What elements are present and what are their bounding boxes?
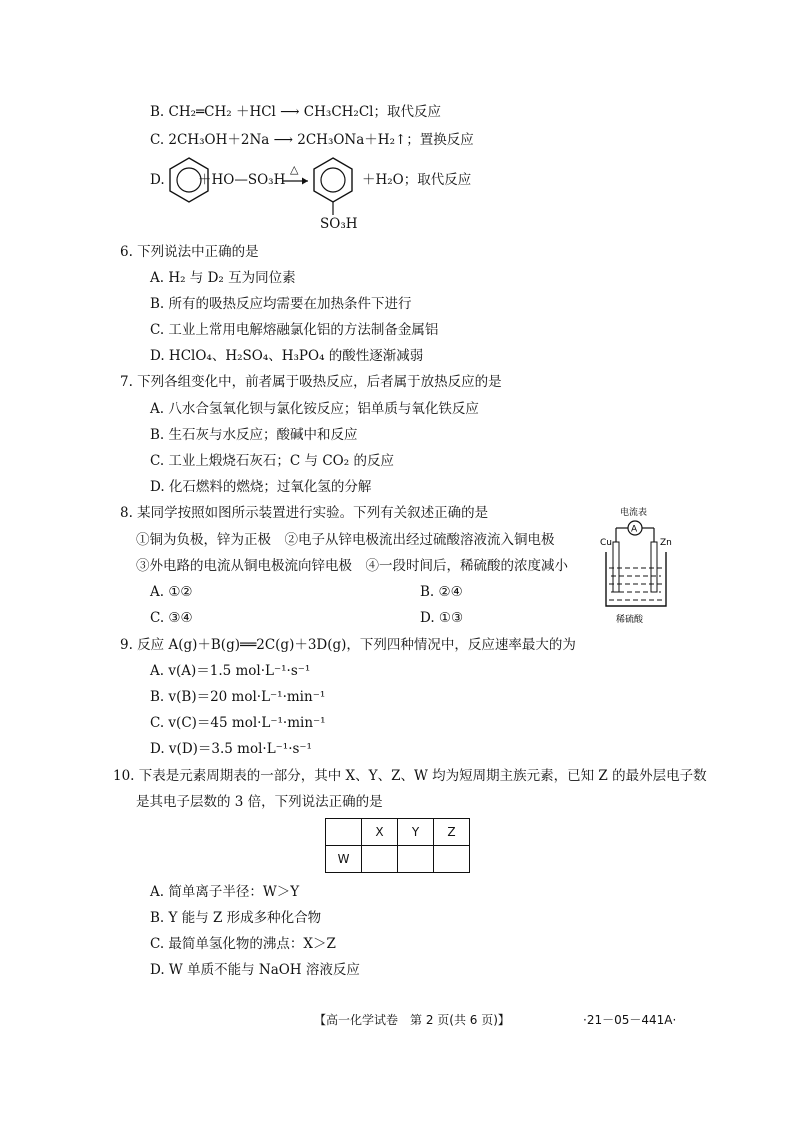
q8-option-c: C. ③④	[150, 610, 193, 626]
q10-option-d: D. W 单质不能与 NaOH 溶液反应	[150, 962, 360, 978]
q7-option-d: D. 化石燃料的燃烧；过氧化氢的分解	[150, 479, 372, 495]
copper-label: Cu	[600, 538, 612, 548]
table-cell: X	[362, 819, 398, 846]
q8-statements-1: ①铜为负极，锌为正极 ②电子从锌电极流出经过硫酸溶液流入铜电极	[136, 532, 555, 548]
q8-stem: 8. 某同学按照如图所示装置进行实验。下列有关叙述正确的是	[120, 505, 489, 521]
benzenesulfonic-acid-icon	[308, 155, 358, 215]
table-cell	[434, 846, 470, 873]
q9-option-d: D. v(D)＝3.5 mol·L⁻¹·s⁻¹	[150, 741, 312, 757]
q7-option-b: B. 生石灰与水反应；酸碱中和反应	[150, 427, 358, 443]
q9-option-c: C. v(C)＝45 mol·L⁻¹·min⁻¹	[150, 715, 326, 731]
q7-option-a: A. 八水合氢氧化钡与氯化铵反应；铝单质与氧化铁反应	[150, 401, 479, 417]
table-cell: Z	[434, 819, 470, 846]
ammeter-label: 电流表	[620, 508, 648, 518]
table-cell: Y	[398, 819, 434, 846]
q6-option-d: D. HClO₄、H₂SO₄、H₃PO₄ 的酸性逐渐减弱	[150, 348, 424, 364]
q8-option-d: D. ①③	[420, 610, 464, 626]
q5-option-d-tail: ＋H₂O；取代反应	[362, 172, 472, 188]
q10-stem-2: 是其电子层数的 3 倍，下列说法正确的是	[136, 794, 383, 810]
q9-stem: 9. 反应 A(g)＋B(g)══2C(g)＋3D(g)，下列四种情况中，反应速率最大的为	[120, 637, 576, 653]
q5-option-c: C. 2CH₃OH＋2Na ⟶ 2CH₃ONa＋H₂↑；置换反应	[150, 132, 474, 148]
sulfonic-group-label: SO₃H	[320, 216, 358, 232]
q6-option-b: B. 所有的吸热反应均需要在加热条件下进行	[150, 296, 412, 312]
table-cell: W	[326, 846, 362, 873]
q5-option-d-label: D.	[150, 172, 165, 188]
page-footer: 【高一化学试卷 第 2 页(共 6 页)】	[314, 1013, 510, 1027]
q7-stem: 7. 下列各组变化中，前者属于吸热反应，后者属于放热反应的是	[120, 374, 502, 390]
q6-option-a: A. H₂ 与 D₂ 互为同位素	[150, 270, 296, 286]
q8-option-b: B. ②④	[420, 584, 463, 600]
q9-option-b: B. v(B)＝20 mol·L⁻¹·min⁻¹	[150, 689, 326, 705]
table-cell	[326, 819, 362, 846]
q6-option-c: C. 工业上常用电解熔融氯化铝的方法制备金属铝	[150, 322, 439, 338]
table-cell	[398, 846, 434, 873]
q5-option-b: B. CH₂═CH₂ ＋HCl ⟶ CH₃CH₂Cl；取代反应	[150, 104, 441, 120]
zinc-label: Zn	[660, 538, 672, 548]
exam-code: ·21－05－441A·	[583, 1013, 677, 1027]
q7-option-c: C. 工业上煅烧石灰石；C 与 CO₂ 的反应	[150, 453, 394, 469]
q9-option-a: A. v(A)＝1.5 mol·L⁻¹·s⁻¹	[150, 663, 311, 679]
heat-condition: △	[290, 163, 299, 176]
zinc-electrode	[651, 542, 657, 592]
q10-option-a: A. 简单离子半径：W＞Y	[150, 884, 300, 900]
ammeter-symbol: A	[631, 524, 638, 535]
q10-stem-1: 10. 下表是元素周期表的一部分，其中 X、Y、Z、W 均为短周期主族元素，已知 Z 的最外层电子数	[113, 768, 707, 784]
table-cell	[362, 846, 398, 873]
q6-stem: 6. 下列说法中正确的是	[120, 244, 259, 260]
galvanic-cell-diagram	[596, 502, 682, 626]
q8-statements-2: ③外电路的电流从铜电极流向锌电极 ④一段时间后，稀硫酸的浓度减小	[136, 558, 568, 574]
q8-option-a: A. ①②	[150, 584, 193, 600]
solution-label: 稀硫酸	[616, 615, 644, 625]
q10-option-b: B. Y 能与 Z 形成多种化合物	[150, 910, 322, 926]
periodic-table-fragment	[325, 818, 470, 873]
q5-option-d-reagent: ＋HO—SO₃H	[198, 172, 286, 188]
copper-electrode	[613, 542, 619, 592]
q10-option-c: C. 最简单氢化物的沸点：X＞Z	[150, 936, 336, 952]
